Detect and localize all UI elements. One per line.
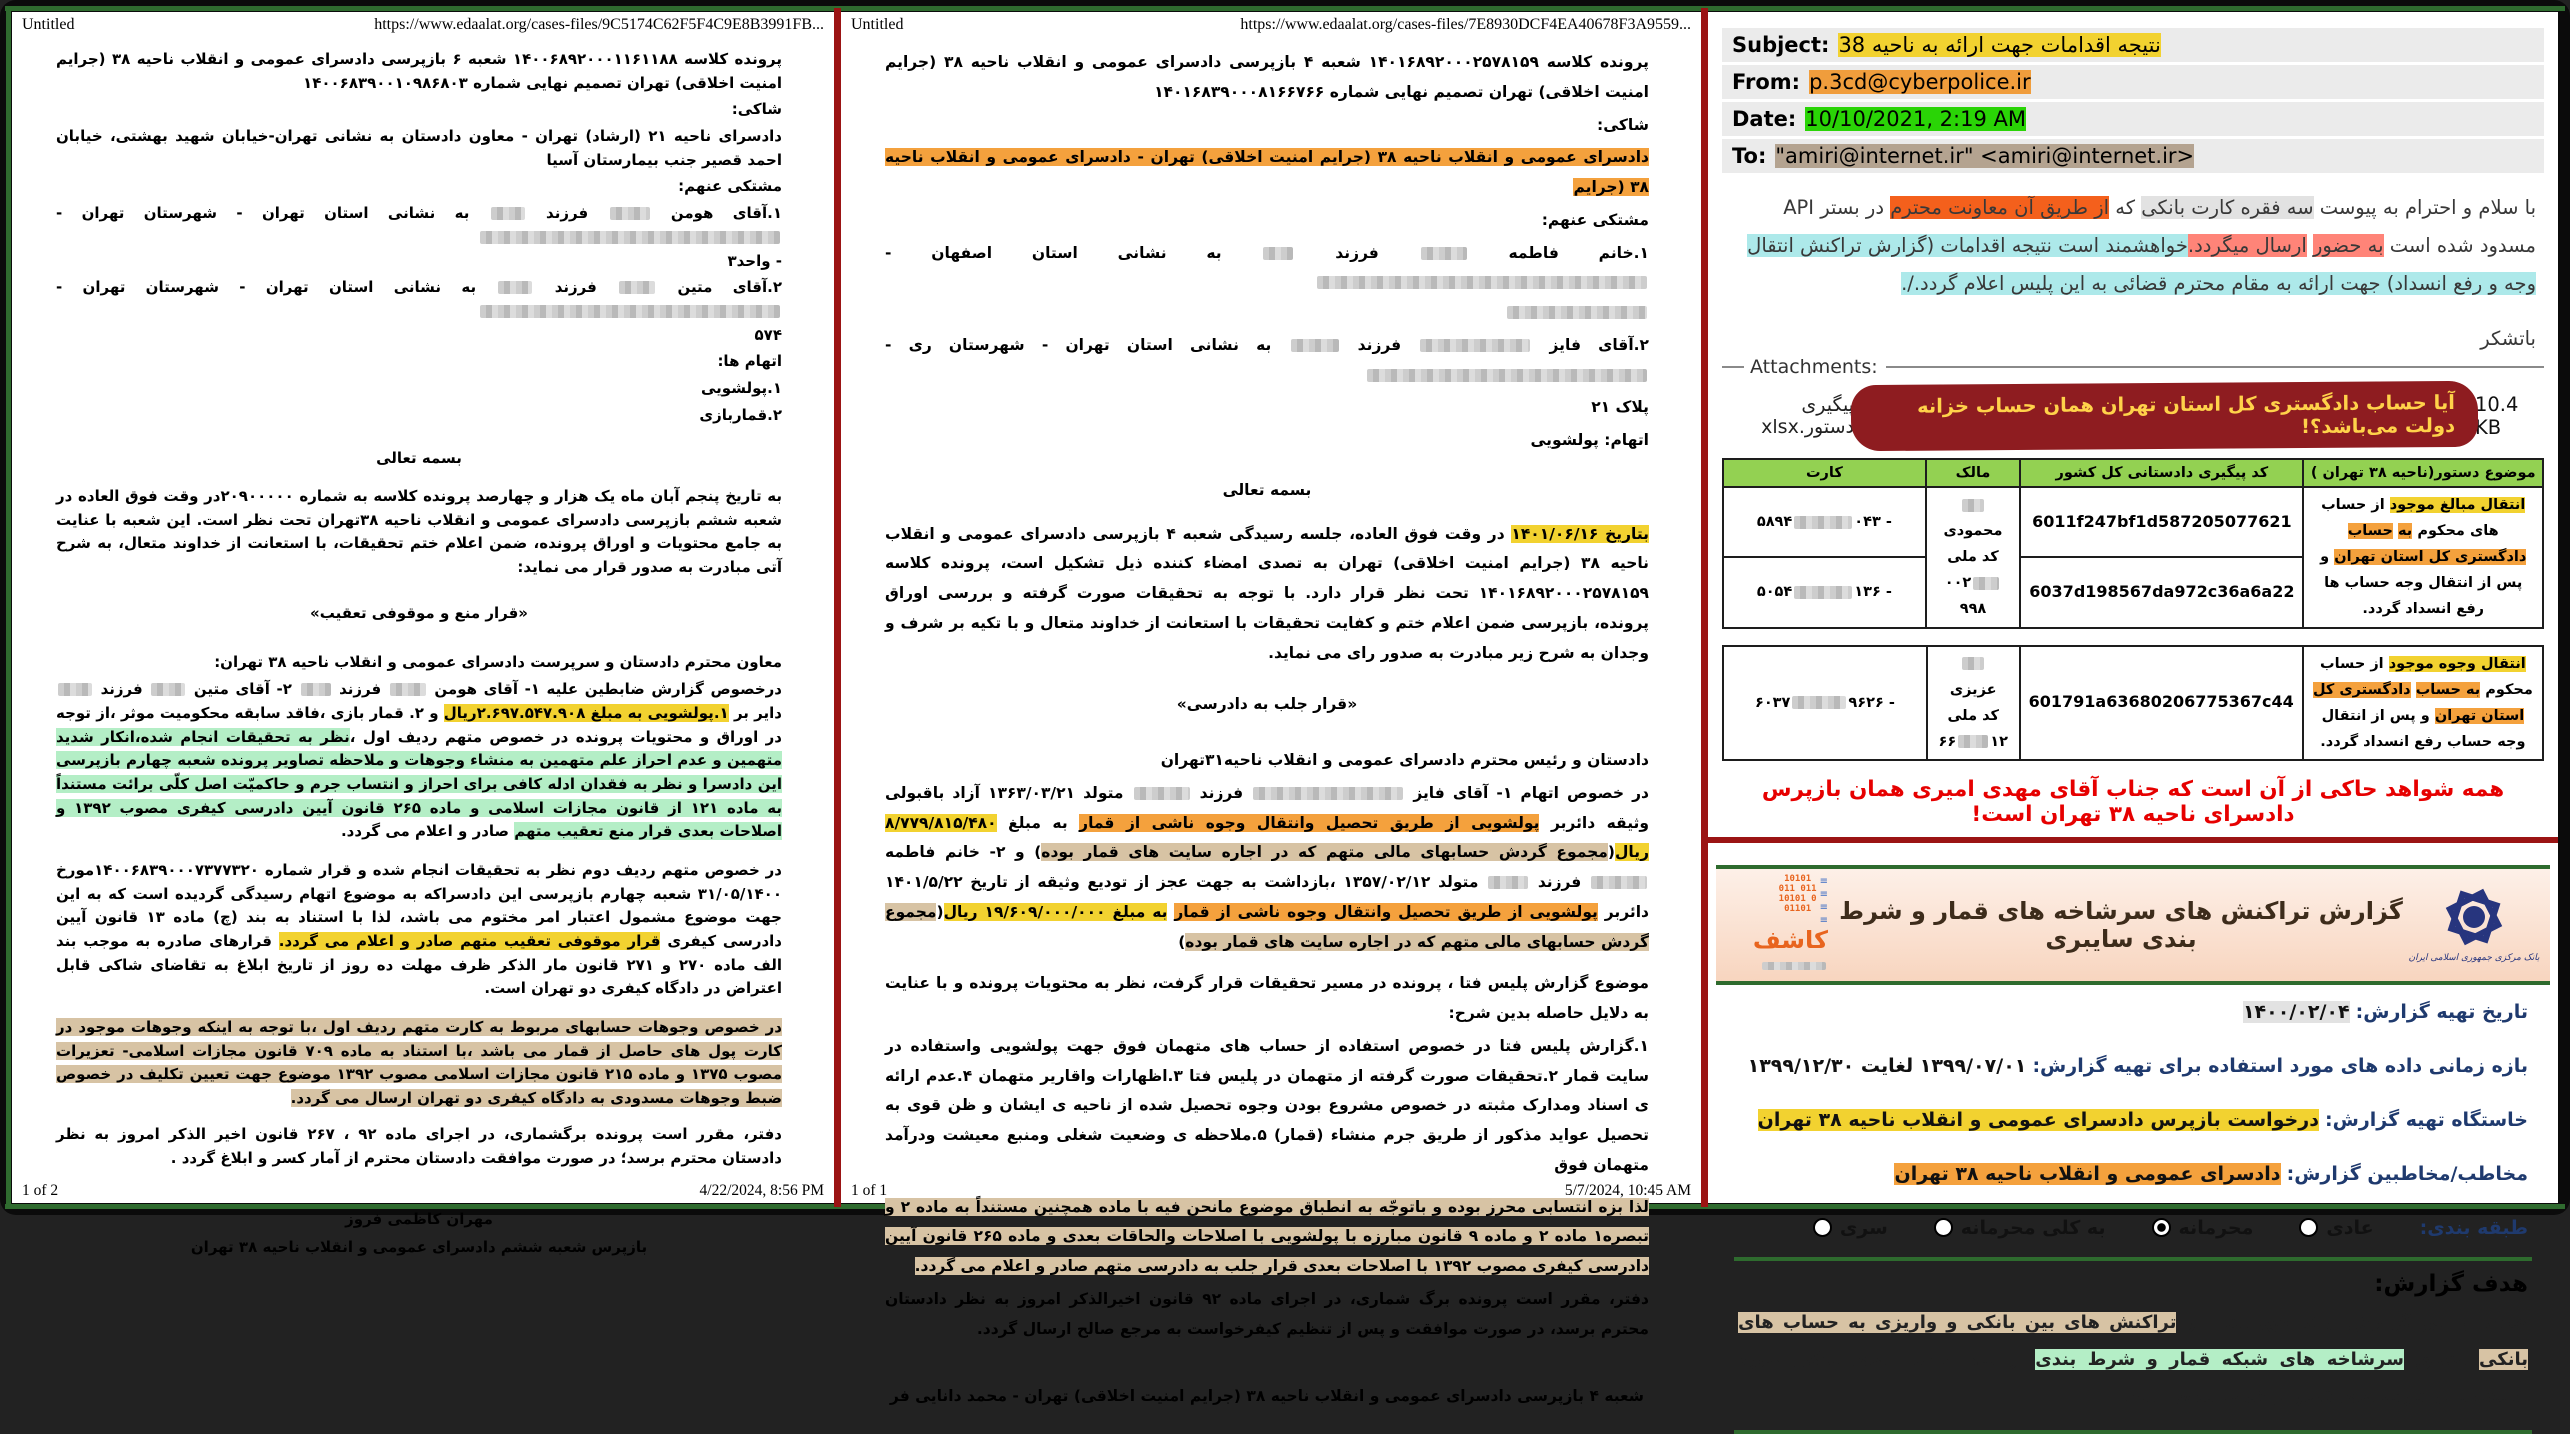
- accused-2: ۲.آقای متین فرزند به نشانی استان تهران - شهرستان تهران - ۵۷۴: [56, 278, 782, 344]
- email-to-row: [1722, 139, 2544, 173]
- middle-court-document-panel: [841, 12, 1701, 1406]
- annotation-stamp: آیا حساب دادگستری کل استان تهران همان حساب خزانه دولت می‌باشد؟!: [1854, 384, 2475, 448]
- accused-2: ۲.آقای فایز فرزند به نشانی استان تهران - شهرستان ری -: [885, 331, 1649, 391]
- email-section: [1708, 12, 2558, 827]
- report-header-band: [1716, 865, 2550, 985]
- radio-normal[interactable]: عادی: [2299, 1217, 2373, 1239]
- accused-1: ۱.آقای هومن فرزند به نشانی استان تهران - شهرستان تهران - - واحد۳: [56, 204, 782, 270]
- right-panel: [1708, 12, 2558, 1407]
- document-url: https://www.edaalat.org/cases-files/9C5174C62F5F4C9E8B3991FB...: [374, 16, 824, 33]
- to-value: "amiri@internet.ir" <amiri@internet.ir>: [1775, 144, 2195, 168]
- kashef-report-section: [1708, 865, 2558, 1434]
- email-signoff: باتشکر: [2480, 327, 2536, 351]
- besmellah: بسمه تعالی: [376, 449, 462, 468]
- verdict-heading: «قرار منع و موقوفی تعقیب»: [310, 603, 528, 622]
- card-number: ۶۰۳۷ ۹۶۲۶ -: [1723, 646, 1927, 760]
- report-field-date: تاریخ تهیه گزارش: ۱۴۰۰/۰۲/۰۴: [2242, 1000, 2528, 1023]
- subject-label: Subject:: [1732, 33, 1830, 57]
- tracking-code: 601791a63680206775367c44: [2020, 646, 2303, 760]
- document-header: [12, 12, 834, 34]
- complainant-label: شاکی:: [731, 100, 782, 119]
- addressee-line: دادستان و رئیس محترم دادسرای عمومی و انقلاب ناحیه۳۱تهران: [1160, 751, 1649, 769]
- card-number: ۵۰۵۴ ۱۳۶ -: [1723, 557, 1926, 627]
- complainant-highlighted: دادسرای عمومی و انقلاب ناحیه ۳۸ (جرایم امنیت اخلاقی) تهران - دادسرای عمومی و انقلاب ناحیه ۳۸ (جرایم: [885, 148, 1649, 196]
- national-id: ۶۶ ۱۲: [1938, 733, 2008, 750]
- national-id-label: کد ملی: [1947, 549, 1999, 566]
- owner-name: عزیزی: [1950, 656, 1997, 698]
- divider-line-right: [1886, 366, 2544, 368]
- accused-1: ۱.خانم فاطمه فرزند به نشانی استان اصفهان -: [885, 239, 1649, 328]
- date-label: Date:: [1732, 107, 1797, 131]
- email-date-row: [1722, 102, 2544, 136]
- table-row: [1723, 487, 2543, 557]
- charges-label: اتهام ها:: [717, 352, 782, 371]
- charge-line: اتهام: پولشویی: [1530, 431, 1649, 449]
- report-title: گزارش تراکنش های سرشاخه های قمار و شرط بندی سایبری: [1839, 896, 2403, 953]
- complainant-label: شاکی:: [1597, 115, 1649, 134]
- page-indicator: 1 of 1: [851, 1182, 888, 1199]
- goal-paragraph: هدف از این گزارش ارائه فهرستی از تراکنش های بین بانکی و واریزی به حساب های بانکی متعلق سرشاخه های شبکه قمار و شرط بندی از مبدا حسب های بانکی مورد استفاده در تارنماهای قمار و شرط بندی است.: [1738, 1311, 2528, 1407]
- bank-cards-table-1: [1722, 458, 2544, 628]
- document-title: Untitled: [22, 16, 75, 33]
- col-code: کد پیگیری دادستانی کل کشور: [2020, 459, 2303, 487]
- radio-strictly-confidential[interactable]: به کلی محرمانه: [1934, 1217, 2106, 1239]
- table-row: [1723, 646, 2543, 760]
- verdict-paragraph-2: در خصوص متهم ردیف دوم نظر به تحقیقات انجام شده و قرار شماره ۱۴۰۰۶۸۳۹۰۰۰۷۳۷۷۳۲۰مورخ ۳۱/۰۵/۱۴۰۰ شعبه چهارم بازپرسی این دادسراکه به موضوع اتهام رسیدگی گردیده است که به این جهت موضوع مشمول اعتبار امر مختوم می باشد، لذا با استناد به بند (چ) ماده ۱۳ قانون آیین دادرسی کیفری قرار موقوفی تعقیب متهم صادر و اعلام می گردد. قرارهای صادره به موجب بند الف ماده ۲۷۰ و ۲۷۱ قانون مار الذکر ظرف مهلت ده روز از تاریخ ابلاغ به تقاضای شاکی قابل اعتراض در دادگاه کیفری دو تهران است.: [56, 860, 782, 998]
- attachment-size: 10.4 KB: [2474, 393, 2519, 440]
- order-subject: انتقال مبالغ موجود از حساب های محکوم به حساب دادگستری کل استان تهران و پس از انتقال وجه حساب ها رفع انسداد گردد.: [2303, 487, 2543, 627]
- report-field-range: بازه زمانی داده های مورد استفاده برای تهیه گزارش: ۱۳۹۹/۰۷/۰۱ لغایت ۱۳۹۹/۱۲/۳۰: [1747, 1054, 2528, 1077]
- col-owner: مالک: [1926, 459, 2021, 487]
- owner-cell: [1926, 487, 2021, 627]
- verdict-heading: «قرار جلب به دادرسی»: [1176, 695, 1358, 714]
- central-bank-logo: [2408, 887, 2540, 963]
- charges-paragraph: در خصوص اتهام ۱- آقای فایز فرزند متولد ۱۳۶۳/۰۳/۲۱ آزاد باقبولی وثیقه دائربر پولشویی از طریق تحصیل وانتقال وجوه ناشی از قمار به مبلغ ۸/۷۷۹/۸۱۵/۴۸۰ ریال(مجموع گردش حسابهای مالی متهم که در اجاره سایت های قمار بوده) و ۲- خانم فاطمه فرزند متولد ۱۳۵۷/۰۲/۱۲ ،بازداشت به جهت عجز از تودیع وثیقه از تاریخ ۱۴۰۱/۵/۲۲ دائربر پولشویی از طریق تحصیل وانتقال وجوه ناشی از قمار به مبلغ ۱۹/۶۰۹/۰۰۰/۰۰۰ ریال(مجموع گردش حسابهای مالی متهم که در اجاره سایت های قمار بوده): [885, 783, 1649, 951]
- attachment-file[interactable]: پیگیری دستور.xlsx: [1761, 394, 1854, 439]
- verdict-paragraph: لذا بزه انتسابی محرز بوده و باتوجّه به انطباق موضوع مانحن فیه با ماده همچنین مستنداً به ماده ۲ و تبصره۱ ماده ۲ و ماده ۹ قانون مبارزه با پولشویی با اصلاحات والحاقات بعدی و ماده ۲۶۵ قانون آیین دادرسی کیفری مصوب ۱۳۹۲ با اصلاحات بعدی قرار جلب به دادرسی متهم صادر و اعلام می گردد.: [885, 1197, 1649, 1275]
- address-plate: پلاک ۲۱: [1591, 398, 1649, 417]
- document-title: Untitled: [851, 16, 904, 33]
- classification-label: طبقه بندی:: [2419, 1216, 2528, 1239]
- report-body: [1708, 985, 2558, 1434]
- verdict-paragraph-1: درخصوص گزارش ضابطین علیه ۱- آقای هومن فرزند ۲- آقای متین فرزند دایر بر ۱.پولشویی به مبلغ ۲.۶۹۷.۵۴۷.۹۰۸ریال و ۲. قمار بازی ،فاقد سابقه محکومیت موثر ،از توجه در اوراق و محتویات پرونده در خصوص متهم ردیف اول ،نظر به تحقیقات انجام شده،انکار شدید متهمین و عدم احراز علم متهمین به منشاء وجوهات و ملاحظه تصاویر پرونده شعبه چهارم بازپرسی این دادسرا و نظر به فقدان ادله کافی برای احراز و انتساب جرم و حاکمیّت اصل کلّی برائت مستنداً به ماده ۱۲۱ از قانون مجازات اسلامی و ماده ۲۶۵ قانون آیین دادرسی کیفری مصوب ۱۳۹۲ و اصلاحات بعدی قرار منع تعقیب متهم صادر و اعلام می گردد.: [56, 680, 783, 841]
- page-indicator: 1 of 2: [22, 1182, 59, 1199]
- kashef-subtitle: [1760, 956, 1828, 975]
- signatory-name: مهران کاظمی فروز: [345, 1210, 493, 1229]
- section-divider: [1708, 837, 2558, 843]
- panel-divider-1: [834, 8, 841, 1207]
- document-header: [841, 12, 1701, 34]
- besmellah: بسمه تعالی: [1222, 480, 1312, 499]
- radio-circle[interactable]: [1813, 1218, 1832, 1237]
- print-timestamp: 5/7/2024, 10:45 AM: [1564, 1182, 1691, 1199]
- tracking-code: 6037d198567da972c36a6a22: [2020, 557, 2303, 627]
- radio-circle[interactable]: [2299, 1218, 2318, 1237]
- to-label: To:: [1732, 144, 1767, 168]
- central-bank-emblem-icon: [2438, 887, 2510, 951]
- col-subject: موضوع دستور(ناحیه ۳۸ تهران ): [2303, 459, 2543, 487]
- session-paragraph: بتاریخ ۱۴۰۱/۰۶/۱۶ در وقت فوق العاده، جلسه رسیدگی شعبه ۴ بازپرسی دادسرای عمومی و انقلاب ناحیه ۳۸ (جرایم امنیت اخلاقی) تهران به تصدی امضاء کننده ذیل تشکیل است، پرونده کلاسه ۱۴۰۱۶۸۹۲۰۰۰۲۵۷۸۱۵۹ تحت نظر قرار دارد. با توجه به تحقیقات صورت گرفته و بررسی اوراق پرونده، بازپرسی ضمن اعلام ختم و کفایت تحقیقات با استعانت از خداوند متعال و با تکیه بر شرف و وجدان به شرح زیر مبادرت به صدور رای می نماید.: [885, 524, 1650, 662]
- order-subject: انتقال وجوه موجود از حساب محکوم به حساب دادگستری کل استان تهران و پس از انتقال وجه حساب رفع انسداد گردد.: [2303, 646, 2543, 760]
- central-bank-caption: بانک مرکزی جمهوری اسلامی ایران: [2408, 952, 2540, 963]
- kashef-logo: [1732, 875, 1828, 974]
- red-annotation-claim: همه شواهد حاکی از آن است که جناب آقای مهدی امیری همان بازپرس دادسرای ناحیه ۳۸ تهران است!: [1761, 776, 2505, 827]
- radio-confidential[interactable]: محرمانه: [2152, 1217, 2254, 1239]
- frame-border-left: [6, 6, 11, 1209]
- attachments-label: Attachments:: [1750, 356, 1878, 379]
- document-footer: [22, 1182, 824, 1200]
- goal-heading: هدف گزارش:: [2374, 1270, 2528, 1297]
- print-timestamp: 4/22/2024, 8:56 PM: [699, 1182, 824, 1199]
- attachment-row: [1728, 386, 2538, 446]
- frame-border-top: [5, 6, 2565, 11]
- addressee-line: معاون محترم دادستان و سرپرست دادسرای عمومی و انقلاب ناحیه ۳۸ تهران:: [214, 653, 782, 672]
- divider-line-left: [1722, 366, 1744, 368]
- report-field-audience: مخاطب/مخاطبین گزارش: دادسرای عمومی و انقلاب ناحیه ۳۸ تهران: [1894, 1162, 2528, 1185]
- session-paragraph: به تاریخ پنجم آبان ماه یک هزار و چهارصد پرونده کلاسه به شماره ۲۰۹۰۰۰۰۰در وقت فوق العاده در شعبه ششم بازپرسی دادسرای عمومی و انقلاب ناحیه ۳۸تهران تحت نظر است. این شعبه با عنایت به جامع محتویات و اوراق پرونده، ضمن اعلام ختم تحقیقات، با استعانت از خداوند متعال، به شرح آتی مبادرت به صدور قرار می نماید:: [56, 487, 782, 577]
- bank-cards-table-2: [1722, 645, 2544, 761]
- national-id: ۰۰۲۹۹۸: [1945, 575, 2002, 617]
- owner-name: محمودی: [1944, 497, 2003, 539]
- case-line: پرونده کلاسه ۱۴۰۱۶۸۹۲۰۰۰۲۵۷۸۱۵۹ شعبه ۴ بازپرسی دادسرای عمومی و انقلاب ناحیه ۳۸ (جرایم امنیت اخلاقی) تهران تصمیم نهایی شماره ۱۴۰۱۶۸۳۹۰۰۰۸۱۶۶۷۶۶: [885, 53, 1649, 101]
- tracking-code: 6011f247bf1d587205077621: [2020, 487, 2303, 557]
- charge-1: ۱.پولشویی: [701, 378, 782, 397]
- from-label: From:: [1732, 70, 1801, 94]
- office-note: دفتر، مقرر است پرونده برگشماری، در اجرای ماده ۹۲ ، ۲۶۷ قانون اخیر الذکر امروز به نظر دادستان محترم برسد؛ در صورت موافقت دادستان محترم از آمار کسر و ابلاغ گردد .: [56, 1124, 782, 1167]
- fata-report-intro: موضوع گزارش پلیس فتا ، پرونده در مسیر تحقیقات قرار گرفت، نظر به محتویات پرونده و با عنایت به دلایل حاصله بدین شرح:: [885, 974, 1649, 1022]
- evidence-list: ۱.گزارش پلیس فتا در خصوص استفاده از حساب های متهمان فوق جهت پولشویی واستفاده در سایت قمار ۲.تحقیقات صورت گرفته از متهمان در پلیس فتا ۳.اظهارات واقاریر متهمان ۴.عدم ارائه ی اسناد ومدارک مثبته در خصوص مشروع بودن وجوه تحصیل شده از ناحیه ی ایشان و ظن قوی به تحصیل عواید مذکور از طریق جرم منشاء (قمار) ۵.ملاحظه ی وضعیت شغلی ومنبع معیشت ودرآمد متهمان فوق: [885, 1036, 1650, 1174]
- goal-divider-top: [1734, 1257, 2532, 1261]
- signatory-title: بازپرس شعبه ششم دادسرای عمومی و انقلاب ناحیه ۳۸ تهران: [190, 1237, 648, 1256]
- charge-2: ۲.قماربازی: [699, 405, 782, 424]
- goal-divider-bottom: [1734, 1430, 2532, 1434]
- date-value: 10/10/2021, 2:19 AM: [1805, 107, 2027, 131]
- card-number: ۵۸۹۴ ۰۴۳ -: [1723, 487, 1926, 557]
- table-header-row: [1723, 459, 2543, 487]
- email-body: با سلام و احترام به پیوست سه فقره کارت بانکی که از طریق آن معاونت محترم در بستر API مسدود شده است به حضور ارسال میگردد.خواهشمند است نتیجه اقدامات (گزارش تراکنش انتقال وجه و رفع انسداد) جهت ارائه به مقام محترم قضائی به این پلیس اعلام گردد./.: [1747, 196, 2536, 296]
- office-note: دفتر، مقرر است پرونده برگ شماری، در اجرای ماده ۹۲ قانون اخیرالذکر امروز به نظر دادستان محترم برسد، در صورت موافقت و پس از تنظیم کیفرخواست به مرجع صالح ارسال گردد.: [885, 1289, 1649, 1338]
- accused-label: مشتکی عنهم:: [678, 177, 782, 196]
- owner-cell: [1927, 646, 2020, 760]
- report-field-origin: خاستگاه تهیه گزارش: درخواست بازپرس دادسرای عمومی و انقلاب ناحیه ۳۸ تهران: [1757, 1108, 2528, 1131]
- attachments-divider: [1722, 356, 2544, 378]
- kashef-wordmark: کاشف: [1752, 926, 1828, 955]
- funds-paragraph: در خصوص وجوهات حسابهای مربوط به کارت متهم ردیف اول ،با توجه به اینکه وجوهات موجود در کارت پول های حاصل از قمار می باشد ،با استناد به ماده ۷۰۹ قانون مجازات اسلامی- تعزیرات مصوب ۱۳۷۵ و ماده ۲۱۵ قانون مجازات اسلامی مصوب ۱۳۹۲ موضوع جهت تعیین تکلیف در خصوص ضبط وجوهات مسدودی به دادگاه کیفری دو تهران ارسال می گردد.: [56, 1018, 783, 1108]
- col-card: کارت: [1723, 459, 1926, 487]
- radio-circle[interactable]: [2152, 1218, 2171, 1237]
- subject-value: نتیجه اقدامات جهت ارائه به ناحیه 38: [1838, 33, 2161, 57]
- left-court-document-panel: [12, 12, 834, 1256]
- complainant: دادسرای ناحیه ۲۱ (ارشاد) تهران - معاون دادستان به نشانی تهران-خیابان شهید بهشتی، خیابان احمد قصیر جنب بیمارستان آسیا: [56, 127, 782, 169]
- classification-row: [1738, 1217, 2528, 1239]
- kashef-magnifier-icon: 10101 011 011 10101 0 01101 ≡ ≡ ≡ ≡: [1778, 874, 1828, 927]
- radio-secret[interactable]: سری: [1813, 1217, 1888, 1239]
- case-line: پرونده کلاسه ۱۴۰۰۶۸۹۲۰۰۰۱۱۶۱۱۸۸ شعبه ۶ بازپرسی دادسرای عمومی و انقلاب ناحیه ۳۸ (جرایم امنیت اخلاقی) تهران تصمیم نهایی شماره ۱۴۰۰۶۸۳۹۰۰۱۰۹۸۶۸۰۳: [56, 50, 782, 92]
- document-url: https://www.edaalat.org/cases-files/7E8930DCF4EA40678F3A9559...: [1240, 16, 1691, 33]
- email-from-row: [1722, 65, 2544, 99]
- signatory-line: شعبه ۴ بازپرسی دادسرای عمومی و انقلاب ناحیه ۳۸ (جرایم امنیت اخلاقی) تهران - محمد دانایی فر: [889, 1387, 1645, 1406]
- email-subject-row: [1722, 28, 2544, 62]
- accused-label: مشتکی عنهم:: [1541, 210, 1649, 229]
- panel-divider-2: [1701, 8, 1708, 1207]
- document-footer: [851, 1182, 1691, 1200]
- document-body: [12, 34, 834, 1260]
- national-id-label: کد ملی: [1947, 707, 1999, 724]
- radio-circle[interactable]: [1934, 1218, 1953, 1237]
- from-value: p.3cd@cyberpolice.ir: [1809, 70, 2031, 94]
- document-body: [841, 34, 1701, 1412]
